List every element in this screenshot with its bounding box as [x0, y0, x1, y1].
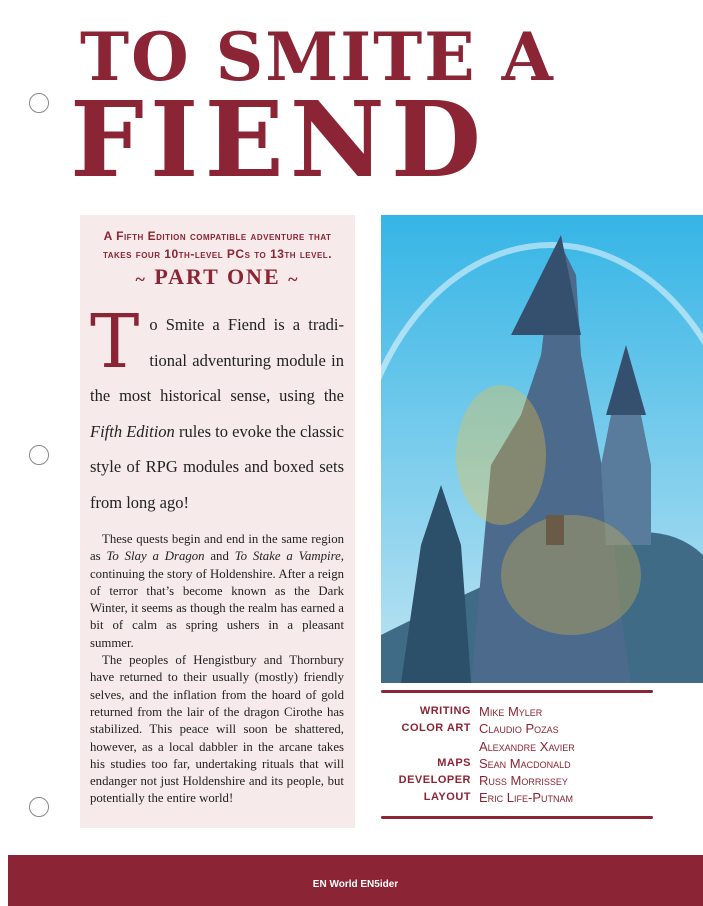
part-label: PART ONE — [154, 264, 281, 289]
credit-row — [381, 789, 701, 806]
para1-italic-1: To Slay a Dragon — [106, 549, 205, 564]
dropcap: T — [90, 299, 140, 385]
part-heading — [80, 263, 355, 293]
swash-right-icon: ~ — [288, 268, 300, 289]
credit-role: LAYOUT — [423, 791, 471, 804]
swash-left-icon: ~ — [135, 268, 147, 289]
credit-row — [381, 772, 701, 789]
title-line-1: TO SMITE A — [80, 18, 555, 96]
credits-block — [381, 703, 701, 807]
paragraph-1 — [90, 531, 344, 652]
para1-text-b: and — [204, 549, 235, 564]
tagline: A Fifth Edition compatible adventure that takes four 10th-level PCs to 13th level. — [102, 229, 333, 261]
intro-part-2: rules to evoke the classic style of RPG modules and boxed sets from long ago! — [90, 421, 344, 512]
credit-role: COLOR ART — [401, 722, 471, 735]
para1-text-a: These quests begin and end in the same region as — [90, 532, 344, 564]
cover-illustration — [381, 215, 703, 683]
wizard-tower-illustration — [381, 215, 703, 683]
credit-role: DEVELOPER — [398, 774, 471, 787]
credit-row — [381, 738, 701, 755]
title-line-2: FIEND — [70, 78, 488, 201]
credit-role: MAPS — [437, 756, 471, 769]
credit-name: Claudio Pozas — [479, 721, 559, 737]
credit-name: Eric Life-Putnam — [479, 790, 574, 806]
credit-row — [381, 755, 701, 772]
intro-text — [90, 299, 344, 520]
binder-hole-middle — [29, 445, 49, 465]
body-text — [90, 531, 344, 808]
credit-row — [381, 720, 701, 737]
credit-name: Alexandre Xavier — [479, 738, 575, 754]
intro-italic: Fifth Edition — [90, 421, 175, 441]
credit-name: Sean Macdonald — [479, 755, 571, 771]
credits-rule-bottom — [381, 816, 653, 819]
credits-rule-top — [381, 690, 653, 693]
paragraph-2: The peoples of Hengistbury and Thornbury have returned to their usually (mostly) friendly selves, and the inflation from the hoard of gold returned from the lair of the dragon Cirothe has stabilized. This peace will soon be shattered, however, as a local dabbler in the arcane takes his studies too far, undertaking rituals that will endanger not just Holdenshire and its people, but potentially the entire world! — [90, 653, 344, 806]
footer-bar — [8, 855, 703, 906]
credit-row — [381, 703, 701, 720]
para1-text-c: , continuing the story of Holdenshire. After a reign of terror that’s become known as the Dark Winter, it seems as though the realm has earned a bit of calm as spring ushers in a pleasant summer. — [90, 549, 344, 650]
intro-part-1: o Smite a Fiend is a traditional adventuring module in the most historical sense, using the — [90, 315, 344, 405]
intro-sidebar — [80, 215, 355, 828]
binder-hole-bottom — [29, 797, 49, 817]
credit-name: Mike Myler — [479, 704, 543, 719]
para1-italic-2: To Stake a Vampire — [234, 549, 341, 564]
footer-label: EN World EN5ider — [312, 879, 399, 890]
credit-name: Russ Morrissey — [479, 773, 568, 789]
credit-role: WRITING — [419, 705, 471, 717]
binder-hole-top — [29, 93, 49, 113]
